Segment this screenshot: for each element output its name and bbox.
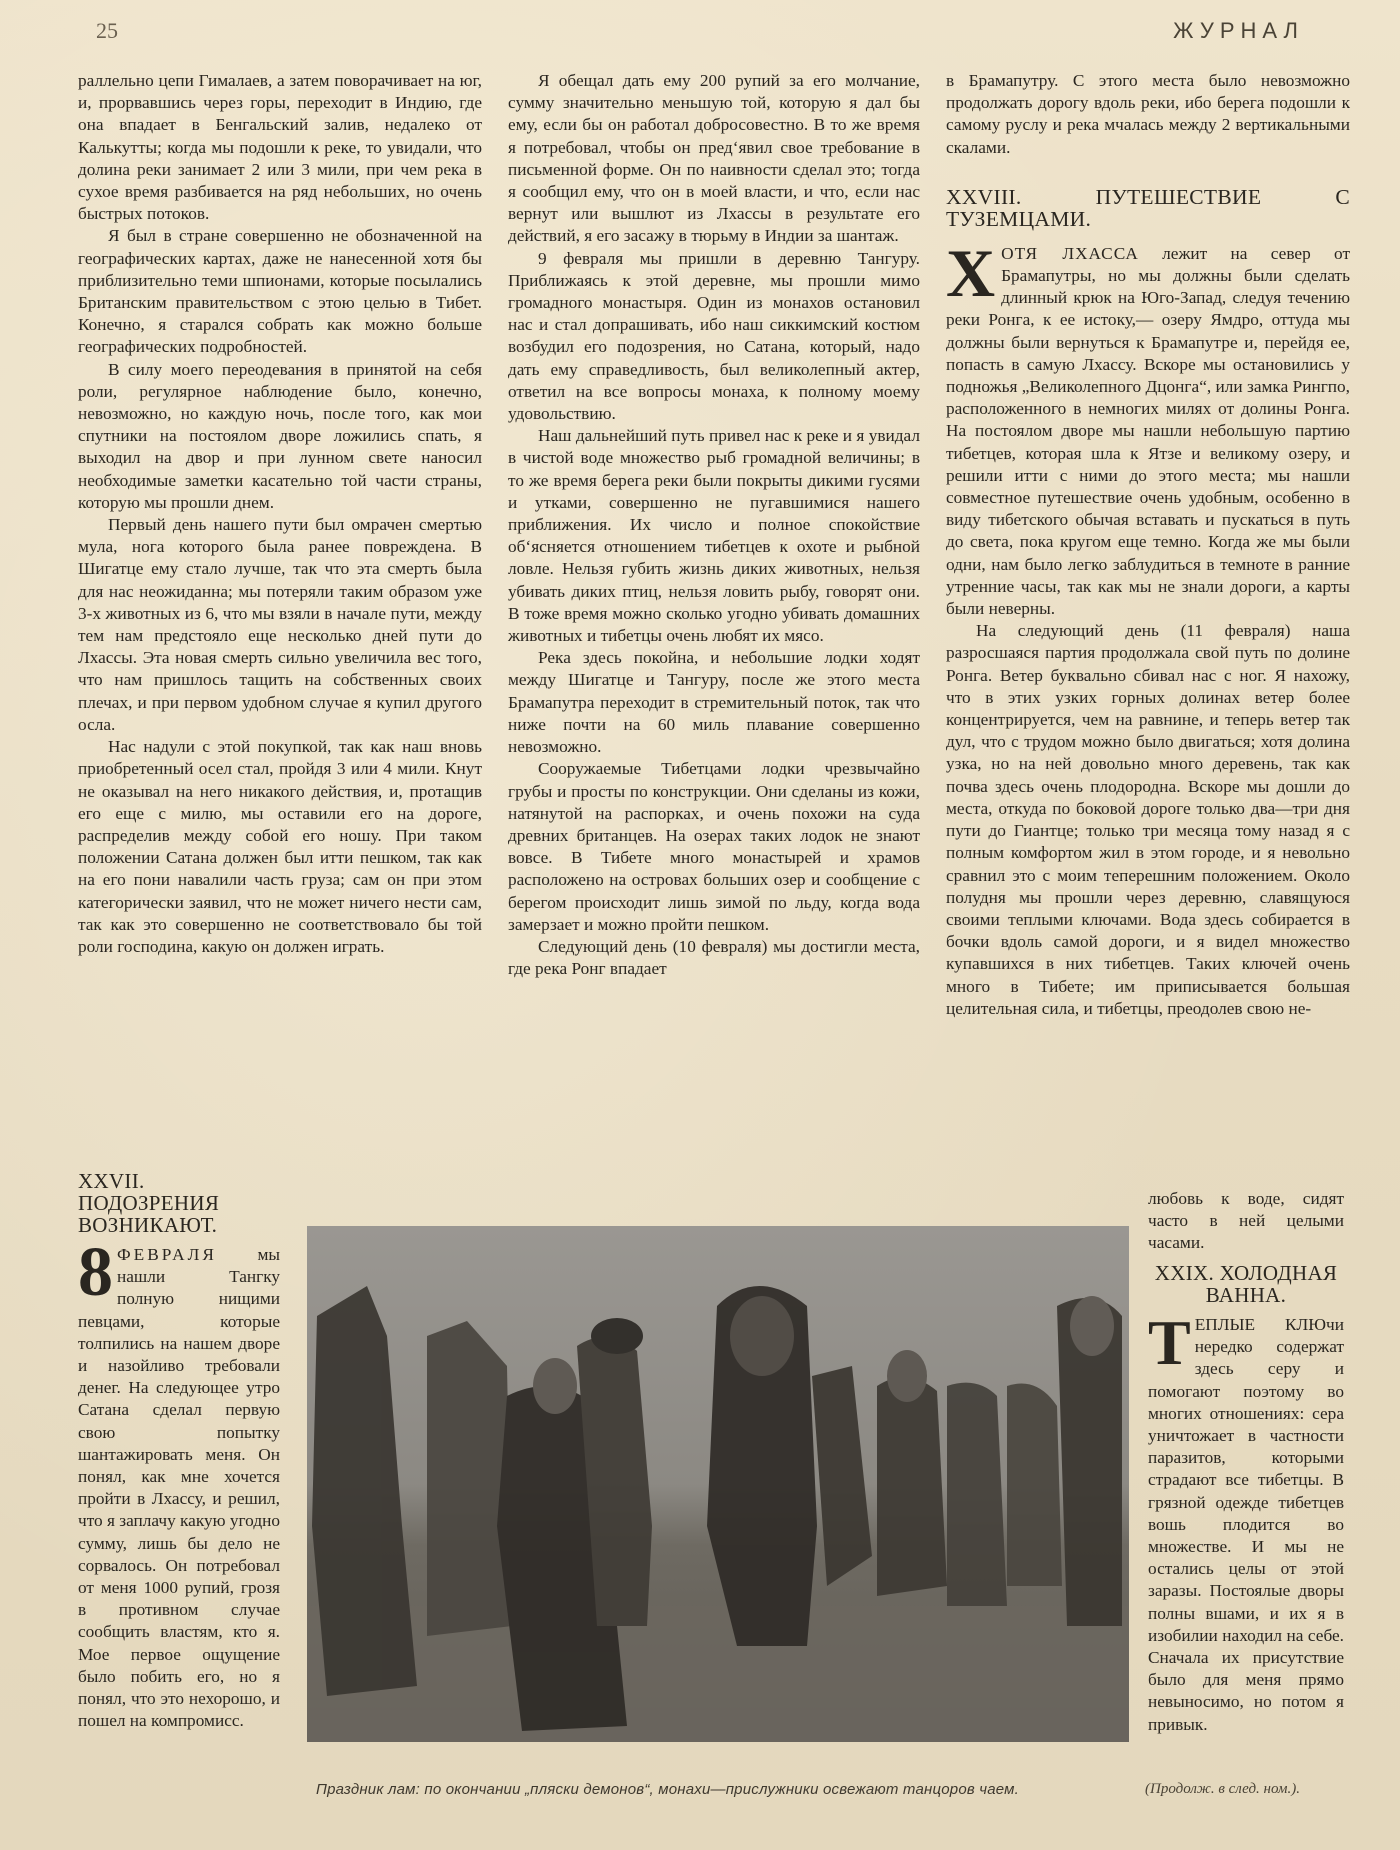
- paragraph: Сооружаемые Тибетцами лодки чрезвычайно грубы и просты по конструкции. Они сделаны из кожи, натянутой на распорках, и очень похожи на суда древних британцев. На озерах таких лодок не знают вовсе. В Тибете много монастырей и храмов расположено на островах больших озер и сообщение с берегом происходит лишь зимой по льду, когда вода замерзает и можно пройти пешком.: [508, 759, 920, 934]
- section-29: [1148, 1262, 1344, 1736]
- lead-text: лежит на север от Брамапутры, но мы должны были сделать длинный крюк на Юго-Запад, следуя течению реки Ронга, к ее истоку,— озеру Ямдро, оттуда мы должны были вернуться к Брамапутре и, перейдя ее, попасть в самую Лхассу. Вскоре мы остановились у подножья „Великолепного Дцонга“, или замка Рингпо, расположенного в немногих милях от долины Ронга. На постоялом дворе мы нашли небольшую партию тибетцев, которая шла к Ятзе и великому озеру, и решили итти с ними до этого места; мы нашли совместное путешествие очень удобным, особенно в виду тибетского обычая вставать и пускаться в путь до света, пока кругом еще темно. Когда же мы были одни, нам было легко заблудиться в темноте в ранние утренние часы, так как мы не знали дороги, а карты были неверны.: [946, 243, 1351, 619]
- paragraph: 9 февраля мы пришли в деревню Тангуру. Приближаясь к этой деревне, мы прошли мимо громадного монастыря. Один из монахов остановил нас и стал допрашивать, ибо наш сиккимский костюм возбудил его подозрения, но Сатана, который, надо дать ему справедливость, был великолепный актер, ответил на все вопросы монаха, к полному моему удовольствию.: [508, 248, 920, 424]
- photograph-lamas-festival: [307, 1226, 1129, 1742]
- paragraph: Первый день нашего пути был омрачен смертью мула, нога которого была ранее повреждена. В Шигатце ему стало лучше, так что эта смерть была для нас неожиданна; мы потеряли таким образом уже 3-х животных из 6, что мы взяли в начале пути, между тем нам предстояло еще несколько дней пути до Лхассы. Эта новая смерть сильно увеличила вес того, что нам пришлось тащить на собственных своих плечах, и при первом удобном случае я купил другого осла.: [78, 515, 482, 734]
- paragraph: Нас надули с этой покупкой, так как наш вновь приобретенный осел стал, пройдя 3 или 4 мили. Кнут не оказывал на него никакого действия, и, протащив его еще с милю, мы оставили его на дороге, распределив между собой его ношу. При таком положении Сатана должен был итти пешком, так как на его пони навалили часть груза; сам он при этом категорически заявил, что не может ничего нести сам, так как это совершенно не соответствовало бы той роли господина, какую он должен играть.: [78, 737, 482, 956]
- photo-caption: Праздник лам: по окончании „пляски демонов“, монахи—прислужники освежают танцоров чаем.: [316, 1781, 1019, 1798]
- paragraph: раллельно цепи Гималаев, а затем поворачивает на юг, и, прорвавшись через горы, переходит в Индию, где она впадает в Бенгальский залив, недалеко от Калькутты; когда мы подошли к реке, то увидали, что долина реки занимает 2 или 3 мили, при чем река в сухое время разбивается на ряд небольших, но очень быстрых потоков.: [78, 71, 482, 224]
- column-2: [508, 70, 920, 980]
- photo-illustration: [307, 1226, 1129, 1742]
- section-lead-paragraph: [78, 1234, 280, 1732]
- lead-text: чи нередко содержат здесь серу и помогают поэтому во многих отношениях: сера уничтожает в частности паразитов, которыми страдают все тибетцы. В грязной одежде тибетцев вошь плодится во множестве. И мы не остались целы от этой заразы. Постоялые дворы полны вшами, и их я в изобилии находил на себе. Сначала их присутствие было для меня прямо невыносимо, но потом я привык.: [1148, 1315, 1344, 1734]
- paragraph: В силу моего переодевания в принятой на себя роли, регулярное наблюдение было, конечно, невозможно, но каждую ночь, после того, как мои спутники на постоялом дворе ложились спать, я выходил на двор и при лунном свете наносил необходимые заметки касательно той части страны, которую мы прошли днем.: [78, 359, 482, 512]
- drop-cap: 8: [78, 1234, 113, 1311]
- section-27: [78, 1170, 280, 1732]
- drop-cap: Т: [1148, 1307, 1191, 1378]
- column-3: [946, 70, 1350, 1020]
- lead-caps: ОТЯ ЛХАССА: [1001, 243, 1139, 263]
- paragraph: На следующий день (11 февраля) наша разросшаяся партия продолжала свой путь по долине Ронга. Ветер буквально сбивал нас с ног. Я нахожу, что в этих узких горных долинах ветер более концентрируется, чем на равнине, и теперь ветер так дул, что с трудом можно было двигаться; хотя долина узка, но на ней довольно много деревень, так как почва здесь очень плодородна. Вскоре мы дошли до места, откуда по боковой дороге только два—три дня пути до Гиантце; только три месяца тому назад я с полным комфортом жил в этом городе, и я невольно сравнил это с моим теперешним положением. Около полудня мы прошли через деревню, славящуюся своими теплыми ключами. Вода здесь собирается в бочки вдоль самой дороги, и я видел множество купавшихся в них тибетцев. Таких ключей очень много в Тибете; им приписывается большая целительная сила, и тибетцы, преодолев свою не-: [946, 621, 1350, 1018]
- lead-caps: ФЕВРАЛЯ: [117, 1245, 217, 1264]
- section-lead-paragraph: [1148, 1307, 1344, 1736]
- lead-caps: ЕПЛЫЕ КЛЮ: [1194, 1315, 1327, 1334]
- section-heading: XXVIII. ПУТЕШЕСТВИЕ С ТУЗЕМЦАМИ.: [946, 184, 1350, 231]
- section-heading: XXIX. ХОЛОДНАЯ ВАННА.: [1154, 1261, 1338, 1307]
- paragraph-continuation: любовь к воде, сидят часто в ней целыми часами.: [1148, 1189, 1344, 1253]
- continued-note: (Продолж. в след. ном.).: [1145, 1781, 1300, 1797]
- column-3-wrap: [1148, 1188, 1344, 1255]
- section-lead-paragraph: [946, 234, 1351, 620]
- paragraph: Следующий день (10 февраля) мы достигли места, где река Ронг впадает: [508, 936, 920, 979]
- running-title: ЖУРНАЛ: [1173, 18, 1304, 43]
- paragraph: в Брамапутру. С этого места было невозможно продолжать дорогу вдоль реки, ибо берега подошли к самому руслу и река мчалась между 2 вертикальными скалами.: [946, 71, 1350, 157]
- page-number: 25: [96, 18, 118, 43]
- drop-cap: Х: [946, 234, 996, 311]
- paragraph: Я обещал дать ему 200 рупий за его молчание, сумму значительно меньшую той, которую я дал бы ему, если бы он работал добросовестно. В то же время я потребовал, чтобы он пред‘явил свое требование в письменной форме. Он по наивности сделал это; тогда я сообщил ему, что он в моей власти, и что, если нас вернут или вышлют из Лхассы в результате его действий, я его засажу в тюрьму в Индии за шантаж.: [508, 71, 920, 246]
- paragraph: Река здесь покойна, и небольшие лодки ходят между Шигатце и Тангуру, после же этого места Брамапутра переходит в стремительный поток, так что ниже почти на 60 миль плавание совершенно невозможно.: [508, 648, 920, 757]
- paragraph: Наш дальнейший путь привел нас к реке и я увидал в чистой воде множество рыб громадной величины; в то же время берега реки были покрыты дикими гусями и утками, совершенно не пугавшимися нашего приближения. Их число и полное спокойствие об‘ясняется отношением тибетцев к охоте и рыбной ловле. Нельзя губить жизнь диких животных, нельзя убивать диких птиц, нельзя ловить рыбу, говорят они. В тоже время можно сколько угодно убивать домашних животных и тибетцы очень любят их мясо.: [508, 426, 920, 646]
- column-1: [78, 70, 482, 958]
- section-heading: XXVII. ПОДОЗРЕНИЯ ВОЗНИКАЮТ.: [78, 1169, 220, 1237]
- lead-text: мы нашли Тангку полную нищими певцами, которые толпились на нашем дворе и назойливо требовали денег. На следующее утро Сатана сделал первую свою попытку шантажировать меня. Он понял, как мне хочется пройти в Лхассу, и решил, что я заплачу какую угодно сумму, лишь бы дело не сорвалось. Он потребовал от меня 1000 рупий, грозя в противном случае сообщить властям, кто я. Мое первое ощущение было побить его, но я понял, что это нехорошо, и пошел на компромисс.: [78, 1245, 280, 1731]
- paragraph: Я был в стране совершенно не обозначенной на географических картах, даже не нанесенной хотя бы приблизительно теми шпионами, которые посылались Британским правительством с этою целью в Тибет. Конечно, я старался собрать как можно больше географических подробностей.: [78, 226, 482, 357]
